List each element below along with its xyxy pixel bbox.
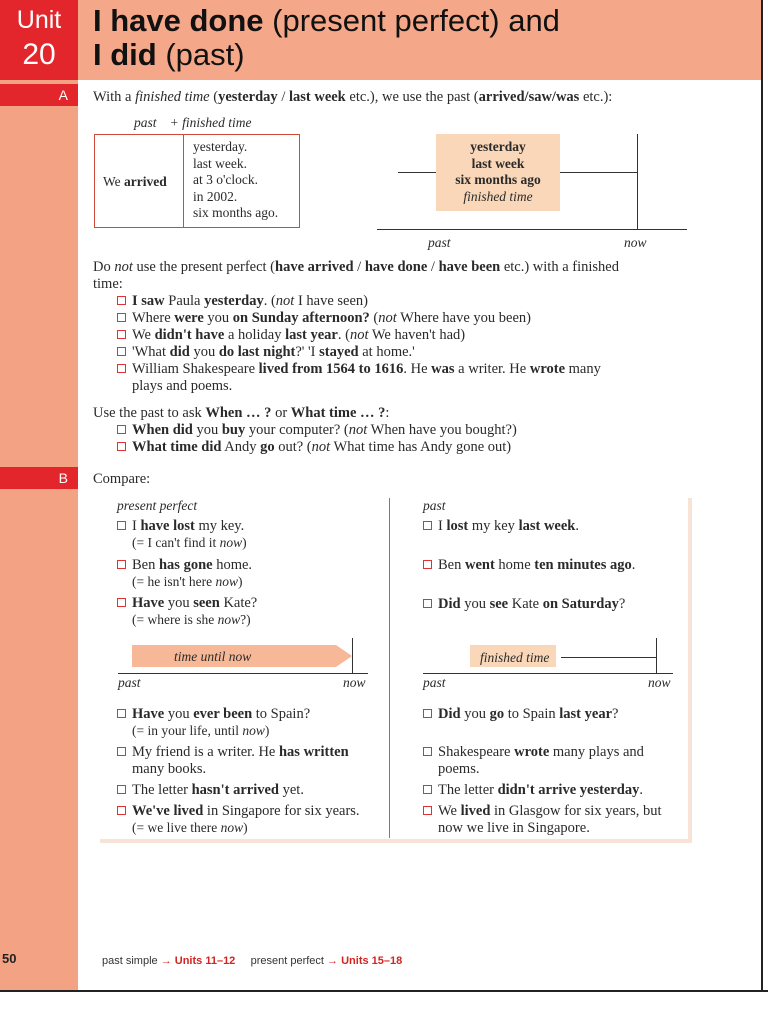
text-span: ) xyxy=(243,819,248,835)
text-span: . xyxy=(639,782,643,798)
text-span: The letter xyxy=(438,782,498,798)
text-span: your computer? ( xyxy=(245,422,349,438)
text-span: to Spain? xyxy=(252,706,311,722)
left-now-label xyxy=(343,675,366,692)
list-item xyxy=(423,557,688,574)
text-span: time until now xyxy=(174,649,252,664)
text-span: Have xyxy=(132,706,165,722)
text-span: not xyxy=(348,422,368,438)
text-span: or xyxy=(271,405,291,421)
text-span: a holiday xyxy=(224,327,286,343)
text-span: With a xyxy=(93,89,136,105)
table-time-list xyxy=(193,139,278,222)
page-number: 50 xyxy=(2,951,17,966)
bullet-icon xyxy=(423,599,432,608)
text-span: . xyxy=(631,557,636,573)
bullet-icon xyxy=(423,785,432,794)
text-span: go xyxy=(260,439,275,455)
text-span: in Singapore for six years. xyxy=(203,802,360,819)
text-span: ) xyxy=(264,723,270,738)
text-span: I xyxy=(438,518,447,534)
arrow-icon: → xyxy=(327,955,339,967)
text-span: Kate? xyxy=(219,595,258,611)
text-span: have been xyxy=(438,259,501,275)
text-span: What time did xyxy=(132,439,222,455)
text-span: ) xyxy=(238,573,243,589)
title-part: (past) xyxy=(156,37,245,72)
finished-time-box xyxy=(436,134,560,211)
text-span: in 2002. xyxy=(193,188,238,204)
text-span: Shakespeare xyxy=(438,744,515,760)
text-span: were xyxy=(174,310,204,326)
text-span: last week xyxy=(471,155,525,171)
text-span: poems. xyxy=(438,761,480,777)
text-span: last week xyxy=(288,89,346,105)
text-span: on Saturday xyxy=(542,596,619,612)
timeline-stub-right xyxy=(560,172,638,173)
text-span: (= we live there xyxy=(132,819,221,835)
bullet-icon xyxy=(117,785,126,794)
time-until-now-label xyxy=(174,649,251,666)
section-tab-b: B xyxy=(0,467,78,489)
examples-list-a xyxy=(117,293,757,395)
text-span: many books. xyxy=(132,760,207,777)
text-span: past xyxy=(423,675,446,690)
text-span: yet. xyxy=(279,781,304,798)
timeline-axis xyxy=(377,229,687,230)
text-span: went xyxy=(464,557,495,573)
text-span: / xyxy=(353,259,365,275)
section-tab-a: A xyxy=(0,84,78,106)
left-now-marker xyxy=(352,638,353,674)
text-span: ten minutes ago xyxy=(534,557,632,573)
text-span: past xyxy=(428,235,451,250)
text-span: last year xyxy=(285,327,338,343)
title-part: (present perfect) and xyxy=(263,3,560,38)
text-span: ( xyxy=(209,89,219,105)
bullet-icon xyxy=(117,296,126,305)
text-span: ) xyxy=(242,535,247,550)
list-item xyxy=(117,595,385,612)
list-item xyxy=(423,596,688,613)
text-span: has written xyxy=(278,743,349,760)
text-span: past simple xyxy=(102,955,158,967)
text-span: you xyxy=(164,706,194,722)
text-span: Ben xyxy=(132,556,159,573)
text-span: Kate xyxy=(508,596,543,612)
text-span: finished time xyxy=(480,650,550,665)
text-span: last year xyxy=(559,706,613,722)
text-span: past xyxy=(134,115,157,130)
text-span: have arrived xyxy=(275,259,354,275)
list-item xyxy=(423,518,688,535)
text-span: The letter xyxy=(132,781,192,798)
text-span: you xyxy=(189,344,219,360)
text-span: seen xyxy=(193,595,220,611)
text-span: present perfect xyxy=(117,498,198,513)
bullet-icon xyxy=(423,709,432,718)
list-item-continuation: plays and poems. xyxy=(132,378,233,394)
bullet-icon xyxy=(117,442,126,451)
bullet-icon xyxy=(423,560,432,569)
right-examples-bottom xyxy=(423,706,688,837)
list-item xyxy=(117,557,385,574)
text-span: I saw xyxy=(132,293,165,309)
text-span: in Glasgow for six years, but xyxy=(490,803,662,819)
text-span: now we live in Singapore. xyxy=(438,820,590,836)
compare-label: Compare: xyxy=(93,471,151,487)
text-span: do last night xyxy=(218,344,296,360)
text-span: on Sunday afternoon? xyxy=(232,310,370,326)
text-span: (= where is she xyxy=(132,612,218,627)
text-span: We've lived xyxy=(132,802,204,819)
bottom-rule xyxy=(0,990,768,992)
bullet-icon xyxy=(117,521,126,530)
text-span: now xyxy=(220,819,244,835)
bullet-icon xyxy=(117,709,126,718)
bullet-icon xyxy=(117,806,126,815)
list-item xyxy=(117,422,757,439)
text-span: / xyxy=(427,259,439,275)
text-span: We xyxy=(103,174,125,189)
text-span: didn't arrive yesterday xyxy=(497,782,640,798)
text-span: at home.' xyxy=(358,344,415,360)
list-item xyxy=(117,706,387,723)
text-span: many xyxy=(565,361,601,377)
timeline-past-label xyxy=(428,235,451,252)
text-span: . xyxy=(575,518,579,534)
bullet-icon xyxy=(117,747,126,756)
right-examples-top xyxy=(423,518,688,613)
text-span: was xyxy=(431,361,455,377)
list-item xyxy=(117,344,757,361)
text-span: Where have you been) xyxy=(396,310,531,326)
table-divider xyxy=(183,135,184,227)
text-span: We xyxy=(438,803,461,819)
finished-time-label-b xyxy=(480,650,549,667)
text-span: last week xyxy=(518,518,576,534)
text-span: arrived/saw/was xyxy=(478,89,580,105)
text-span: wrote xyxy=(514,744,550,760)
text-span: now xyxy=(215,573,239,589)
text-span: (= he isn't here xyxy=(132,573,216,589)
right-timeline-stub xyxy=(561,657,657,658)
text-span: at 3 o'clock. xyxy=(193,172,259,187)
timeline-now-marker xyxy=(637,134,638,230)
text-span: you xyxy=(192,422,222,438)
text-span: have lost xyxy=(140,518,195,534)
text-span: ever been xyxy=(193,706,253,722)
list-item xyxy=(117,782,387,799)
text-span: home. xyxy=(212,556,253,573)
left-timeline-axis xyxy=(118,673,368,674)
text-span: my key. xyxy=(194,518,245,534)
list-item xyxy=(117,439,757,456)
text-span: present perfect xyxy=(250,955,324,967)
text-span: not xyxy=(378,310,397,326)
text-span: didn't have xyxy=(154,327,225,343)
bullet-icon xyxy=(117,364,126,373)
list-item xyxy=(117,518,385,535)
text-span: to Spain xyxy=(504,706,560,722)
text-span: lived from 1564 to 1616 xyxy=(258,361,404,377)
text-span: lost xyxy=(446,518,469,534)
text-span: yesterday xyxy=(218,89,278,105)
unit-badge xyxy=(0,0,78,80)
timeline-stub-left xyxy=(398,172,436,173)
ask-examples xyxy=(117,422,757,456)
text-span: Do xyxy=(93,259,115,275)
bullet-icon xyxy=(117,330,126,339)
right-past-label xyxy=(423,675,446,692)
text-span: Use the past to ask xyxy=(93,405,206,421)
text-span: has gone xyxy=(158,556,213,573)
left-examples-bottom xyxy=(117,706,387,836)
text-span: My friend is a writer. He xyxy=(132,743,279,760)
text-span: etc.) with a finished xyxy=(500,259,619,275)
text-span: . ( xyxy=(263,293,276,309)
right-now-label xyxy=(648,675,671,692)
left-past-label xyxy=(118,675,141,692)
text-span: not xyxy=(114,259,133,275)
footer-references xyxy=(102,955,402,967)
bullet-icon xyxy=(117,598,126,607)
text-span: did xyxy=(169,344,190,360)
footer-link-units-11-12[interactable]: Units 11–12 xyxy=(174,955,236,967)
text-span: out? ( xyxy=(274,439,312,455)
text-span: What time … ? xyxy=(290,405,386,421)
text-span: ?' 'I xyxy=(295,344,320,360)
text-span: ?) xyxy=(240,612,251,627)
table-subject xyxy=(103,174,167,191)
text-span: see xyxy=(489,596,509,612)
list-item xyxy=(423,782,688,799)
text-span: you xyxy=(460,706,490,722)
text-span: We haven't had) xyxy=(368,327,466,343)
unit-number: 20 xyxy=(22,38,56,71)
text-span: last week. xyxy=(193,155,247,171)
text-span: many plays and xyxy=(549,744,644,760)
text-span: finished time xyxy=(463,188,533,204)
list-item xyxy=(117,310,757,327)
column-headers xyxy=(134,115,252,132)
text-span: a writer. He xyxy=(454,361,530,377)
text-span: not xyxy=(275,293,295,309)
bullet-icon xyxy=(117,560,126,569)
text-span: / xyxy=(277,89,289,105)
text-span: : xyxy=(385,405,390,421)
text-span: When … ? xyxy=(205,405,272,421)
right-rule xyxy=(761,0,763,992)
list-item xyxy=(117,744,387,761)
text-span: Paula xyxy=(164,293,205,309)
left-column-heading xyxy=(117,498,197,515)
bullet-icon xyxy=(117,425,126,434)
unit-word: Unit xyxy=(16,6,62,34)
text-span: six months ago xyxy=(455,172,541,187)
text-span: Ben xyxy=(438,557,465,573)
text-span: time: xyxy=(93,276,123,292)
text-span: past xyxy=(423,498,446,513)
text-span: now xyxy=(648,675,671,690)
text-span: I xyxy=(132,518,141,534)
text-span: etc.): xyxy=(579,89,613,105)
list-item xyxy=(117,361,757,378)
text-span: now xyxy=(219,535,243,550)
text-span: etc.), we use the past ( xyxy=(345,89,479,105)
text-span: now xyxy=(217,612,241,627)
text-span: not xyxy=(349,327,369,343)
text-span: stayed xyxy=(319,344,359,360)
left-examples-top xyxy=(117,518,385,629)
list-item xyxy=(423,803,688,820)
section-a-intro xyxy=(93,89,753,106)
arrow-icon: → xyxy=(160,955,172,967)
bullet-icon xyxy=(117,313,126,322)
right-column-heading xyxy=(423,498,446,515)
text-span: Did xyxy=(438,596,461,612)
ask-paragraph xyxy=(93,405,389,422)
text-span: have done xyxy=(364,259,428,275)
text-span: Andy xyxy=(221,439,261,455)
footer-link-units-15-18[interactable]: Units 15–18 xyxy=(341,955,403,967)
text-span: I have seen) xyxy=(294,293,368,309)
list-item xyxy=(423,744,688,761)
sidebar-band xyxy=(0,0,78,990)
example-table xyxy=(94,134,300,228)
title-part: I did xyxy=(93,37,157,72)
title-part: I have done xyxy=(93,3,264,38)
text-span: you xyxy=(460,596,490,612)
right-timeline-axis xyxy=(423,673,673,674)
text-span: now xyxy=(343,675,366,690)
text-span: We xyxy=(132,327,155,343)
text-span: six months ago. xyxy=(193,205,279,220)
text-span: my key xyxy=(468,518,519,534)
text-span: . He xyxy=(403,361,432,377)
text-span: yesterday xyxy=(204,293,264,309)
text-span: 'What xyxy=(132,344,170,360)
text-span: arrived xyxy=(124,174,167,189)
text-span: you xyxy=(203,310,233,326)
text-span: past xyxy=(118,675,141,690)
text-span: ? xyxy=(612,706,619,722)
list-item xyxy=(117,803,387,820)
compare-divider xyxy=(389,498,390,838)
text-span: finished time xyxy=(182,115,252,130)
text-span: buy xyxy=(221,422,246,438)
text-span: (= in your life, until xyxy=(132,723,243,738)
timeline-now-label xyxy=(624,235,647,252)
text-span: now xyxy=(624,235,647,250)
text-span: . ( xyxy=(337,327,350,343)
text-span: lived xyxy=(460,803,491,819)
text-span: ( xyxy=(369,310,379,326)
text-span: When have you bought?) xyxy=(367,422,517,438)
text-span: yesterday. xyxy=(193,139,248,154)
arrow-tip-icon xyxy=(336,645,352,667)
text-span: yesterday xyxy=(470,139,526,154)
text-span: wrote xyxy=(529,361,566,377)
do-not-paragraph xyxy=(93,259,758,293)
text-span: Have xyxy=(132,595,165,611)
text-span: you xyxy=(164,595,194,611)
text-span: now xyxy=(242,723,265,738)
text-span: ? xyxy=(618,596,626,612)
text-span: Did xyxy=(438,706,461,722)
text-span: William Shakespeare xyxy=(132,361,259,377)
text-span: go xyxy=(489,706,505,722)
text-span: What time has Andy gone out) xyxy=(330,439,512,455)
text-span: use the present perfect ( xyxy=(132,259,276,275)
list-item xyxy=(117,327,757,344)
text-span: not xyxy=(311,439,331,455)
text-span: Where xyxy=(132,310,175,326)
list-item xyxy=(423,706,688,723)
page-title xyxy=(93,4,753,72)
bullet-icon xyxy=(423,806,432,815)
text-span: hasn't arrived xyxy=(191,781,279,798)
text-span: When did xyxy=(132,422,193,438)
bullet-icon xyxy=(423,747,432,756)
text-span: finished time xyxy=(135,89,210,105)
text-span: (= I can't find it xyxy=(132,535,220,550)
right-now-marker xyxy=(656,638,657,674)
list-item xyxy=(117,293,757,310)
text-span: home xyxy=(494,557,535,573)
text-span: + xyxy=(170,115,179,130)
bullet-icon xyxy=(117,347,126,356)
bullet-icon xyxy=(423,521,432,530)
